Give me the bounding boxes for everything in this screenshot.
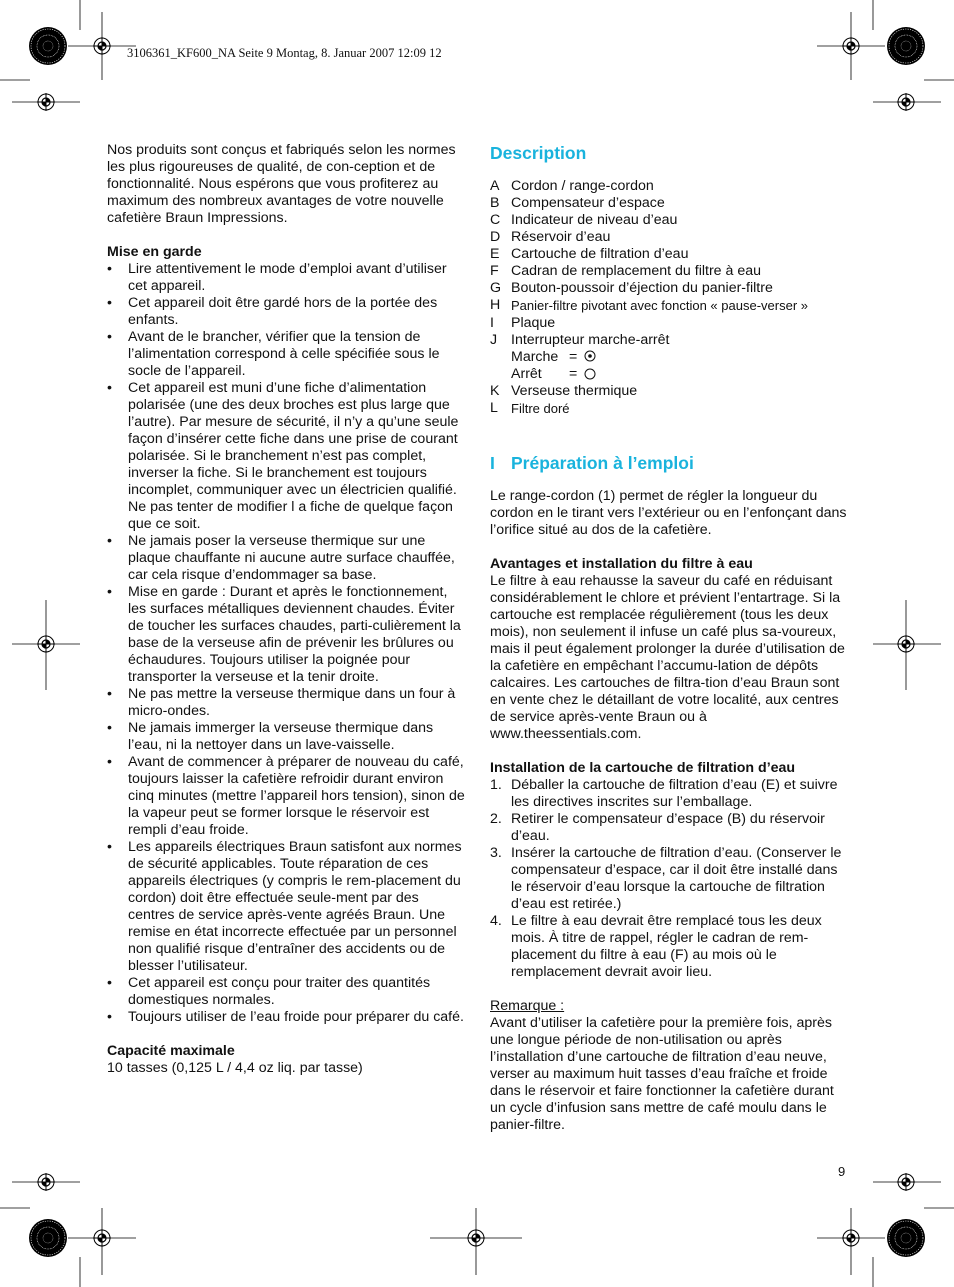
warning-heading: Mise en garde <box>107 244 202 260</box>
list-item: • Ne pas mettre la verseuse thermique dans un four à micro-ondes. <box>107 686 456 719</box>
list-item: E Cartouche de filtration d’eau <box>490 246 689 262</box>
print-header: 3106361_KF600_NA Seite 9 Montag, 8. Januar 2007 12:09 12 <box>127 46 442 60</box>
remark-label: Remarque : <box>490 998 565 1014</box>
parts-list <box>490 178 850 418</box>
power-on-icon <box>584 350 596 362</box>
filter-paragraph: Le filtre à eau rehausse la saveur du café en réduisant considérablement le chlore et prévient l’entartrage. Si la cartouche est remplacée régulièrement (tous les deux mois), non seulement il infuse un café plus sa-voureux, mais il peut également prolonger la durée d’utilisation de la cafetière en empêchant l’accumu-lation de dépôts calcaires. Les cartouches de filtra-tion d’eau Braun sont en vente chez le détaillant de votre localité, aux centres de service après-vente Braun ou à www.theessentials.com. <box>490 573 845 742</box>
list-item: • Ne jamais immerger la verseuse thermique dans l’eau, ni la nettoyer dans un lave-vaisselle. <box>107 720 434 753</box>
list-item: • Avant de commencer à préparer de nouveau du café, toujours laisser la cafetière refroidir durant environ cinq minutes (mettre l’appareil hors tension), sinon de la vapeur peut se former lorsque le réservoir est rempli d’eau froide. <box>107 754 465 838</box>
list-item: • Avant de le brancher, vérifier que la tension de l’alimentation correspond à celle spécifiée sous le socle de l’appareil. <box>107 329 440 379</box>
switch-on-row: Marche = <box>490 349 850 366</box>
list-item: • Ne jamais poser la verseuse thermique sur une plaque chauffante ni aucune autre surface chauffée, car cela risque d’endommager sa base. <box>107 533 455 583</box>
list-item: • Les appareils électriques Braun satisfont aux normes de sécurité applicables. Toute réparation de ces appareils électriques (y compris le rem-placement du cordon) doit être effectuée seule-ment par des centres de service après-vente agréés Braun. Une remise en état incorrecte effectuée par un personnel non qualifié risque d’entraîner des accidents ou de blesser l’utilisateur. <box>107 839 462 974</box>
list-item: C Indicateur de niveau d’eau <box>490 212 678 228</box>
list-item: G Bouton-poussoir d’éjection du panier-filtre <box>490 280 773 296</box>
list-item: • Cet appareil est muni d’une fiche d’alimentation polarisée (une des deux broches est plus large que l’autre). Par mesure de sécurité, il n’y a qu’une seule façon d’insérer cette fiche dans une prise de courant polarisée. Si le branchement n’est pas complet, inverser la fiche. Si le branchement est toujours incomplet, communiquer avec un électricien qualifié. Ne pas tenter de modifier l a fiche de quelque façon que ce soit. <box>107 380 459 532</box>
list-item: 4. Le filtre à eau devrait être remplacé tous les deux mois. À titre de rappel, régler le cadran de rem-placement du filtre à eau (F) au mois où le remplacement devrait avoir lieu. <box>490 913 822 980</box>
intro-paragraph: Nos produits sont conçus et fabriqués selon les normes les plus rigoureuses de qualité, de con-ception et de fonctionnalité. Nous espérons que vous profiterez au maximum des nombreux avantages de votre nouvelle cafetière Braun Impressions. <box>107 142 456 226</box>
install-steps <box>490 777 850 981</box>
remark-paragraph: Avant d’utiliser la cafetière pour la première fois, après une longue période de non-utilisation ou après l’installation d’une cartouche de filtration d’eau neuve, verser au maximum huit tasses d’eau fraîche et froide dans le réservoir et faire fonctionner la cafetière durant un cycle d’infusion sans mettre de café moulu dans le panier-filtre. <box>490 1015 834 1133</box>
warning-list <box>107 261 467 1026</box>
list-item: H Panier-filtre pivotant avec fonction « pause-verser » <box>490 297 808 313</box>
description-heading: Description <box>490 143 587 163</box>
preparation-heading: I Préparation à l’emploi <box>490 453 694 473</box>
list-item: B Compensateur d’espace <box>490 195 665 211</box>
filter-heading: Avantages et installation du filtre à eau <box>490 556 753 572</box>
list-item: L Filtre doré <box>490 400 570 416</box>
right-column <box>490 142 850 1134</box>
capacity-heading: Capacité maximale <box>107 1043 235 1059</box>
list-item: 1. Déballer la cartouche de filtration d’eau (E) et suivre les directives inscrites sur l’emballage. <box>490 777 838 810</box>
list-item: • Toujours utiliser de l’eau froide pour préparer du café. <box>107 1009 464 1025</box>
switch-off-row: Arrêt = <box>490 366 850 383</box>
page-number: 9 <box>838 1164 846 1179</box>
power-off-icon <box>584 368 596 380</box>
list-item: A Cordon / range-cordon <box>490 178 654 194</box>
list-item: 3. Insérer la cartouche de filtration d’eau. (Conserver le compensateur d’espace, car il doit être installé dans le réservoir d’eau lorsque la cartouche de filtration d’eau est retirée.) <box>490 845 842 912</box>
list-item: • Cet appareil doit être gardé hors de la portée des enfants. <box>107 295 438 328</box>
cord-paragraph: Le range-cordon (1) permet de régler la longueur du cordon en le tirant vers l’extérieur ou en l’enfonçant dans l’orifice situé au dos de la cafetière. <box>490 488 847 538</box>
list-item: • Mise en garde : Durant et après le fonctionnement, les surfaces métalliques deviennent chaudes. Éviter de toucher les surfaces chaudes, parti-culièrement la base de la verseuse afin de prévenir les brûlures ou échaudures. Toujours utiliser la poignée pour transporter la verseuse et la tenir droite. <box>107 584 461 685</box>
list-item: • Cet appareil est conçu pour traiter des quantités domestiques normales. <box>107 975 431 1008</box>
install-heading: Installation de la cartouche de filtration d’eau <box>490 760 796 776</box>
list-item: 2. Retirer le compensateur d’espace (B) du réservoir d’eau. <box>490 811 825 844</box>
left-column <box>107 142 467 1077</box>
list-item: • Lire attentivement le mode d’emploi avant d’utiliser cet appareil. <box>107 261 447 294</box>
list-item: K Verseuse thermique <box>490 383 638 399</box>
list-item: I Plaque <box>490 315 556 331</box>
capacity-text: 10 tasses (0,125 L / 4,4 oz liq. par tasse) <box>107 1060 363 1076</box>
list-item: D Réservoir d’eau <box>490 229 611 245</box>
list-item: F Cadran de remplacement du filtre à eau <box>490 263 761 279</box>
list-item: J Interrupteur marche-arrêt <box>490 332 670 348</box>
